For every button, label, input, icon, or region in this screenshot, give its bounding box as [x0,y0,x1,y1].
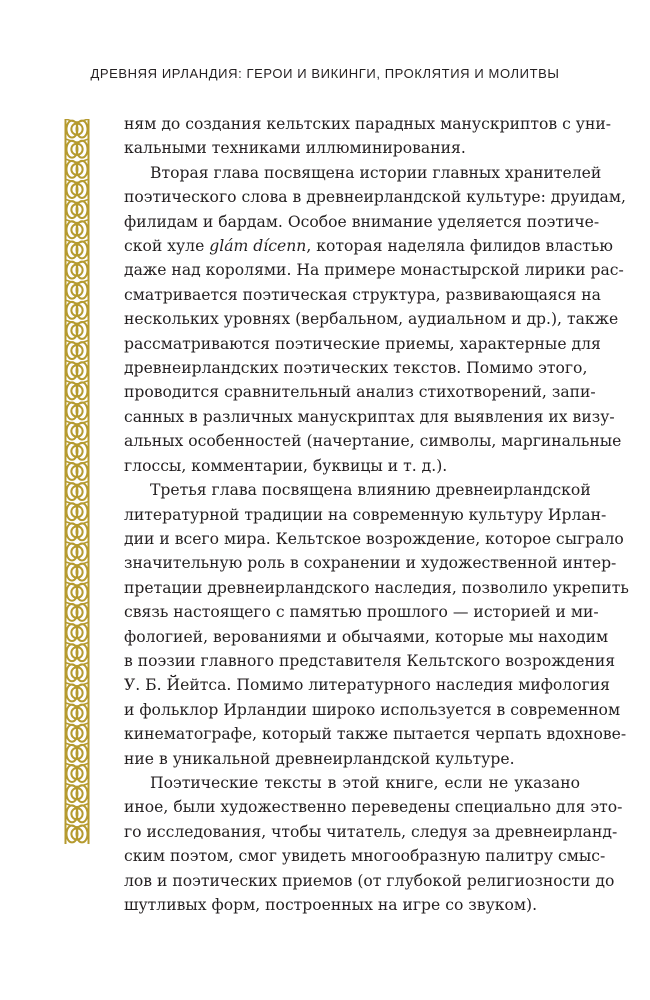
knot-motif [66,784,88,803]
body-text [124,112,629,917]
text-line: дии и всего мира. Кельтское возрождение, которое сыграло [124,529,624,548]
knot-motif [66,179,88,198]
knot-motif [66,159,88,178]
text-fragment: ской хуле [124,237,210,256]
text-fragment: , которая наделяла филидов властью [306,237,613,256]
text-line: кинематографе, который также пытается черпать вдохнове- [124,725,627,744]
knot-motif [66,582,88,601]
knot-motif [66,381,88,400]
text-line: Поэтические тексты в этой книге, если не указано [150,773,580,792]
knot-motif [66,200,88,219]
text-line: нескольких уровнях (вербальном, аудиальном и др.), также [124,310,619,329]
text-line: древнеирландских поэтических текстов. Помимо этого, [124,359,588,378]
paragraph-1 [124,112,612,161]
text-line: поэтического слова в древнеирландской культуре: друидам, [124,188,626,207]
text-line [124,234,613,258]
knot-motif [66,300,88,319]
knot-motif [66,643,88,662]
text-line: значительную роль в сохранении и художественной интер- [124,554,617,573]
knot-motif [66,401,88,420]
knot-motif [66,542,88,561]
text-line: проводится сравнительный анализ стихотворений, запи- [124,383,596,402]
text-line: даже над королями. На примере монастырской лирики рас- [124,261,624,280]
knot-motif [66,139,88,158]
knot-motif [66,320,88,339]
text-line: связь настоящего с памятью прошлого — историей и ми- [124,603,599,622]
text-line: фологией, верованиями и обычаями, которые мы находим [124,627,609,646]
knot-motif [66,280,88,299]
knot-motif [66,119,88,138]
knot-motif [66,723,88,742]
celtic-knot-border-icon [64,119,90,844]
text-line: Третья глава посвящена влиянию древнеирландской [150,481,591,500]
text-line: ням до создания кельтских парадных манускриптов с уни- [124,115,612,133]
text-line: санных в различных манускриптах для выявления их визу- [124,407,615,426]
text-line: иное, были художественно переведены специально для это- [124,798,623,817]
text-line: литературной традиции на современную культуру Ирлан- [124,505,607,524]
knot-motif [66,683,88,702]
irish-term: glám dícenn [209,237,307,256]
text-line: сматривается поэтическая структура, развивающаяся на [124,285,601,304]
knot-motif [66,441,88,460]
knot-motif [66,663,88,682]
knot-motif [66,461,88,480]
knot-motif [66,421,88,440]
text-line: претации древнеирландского наследия, позволило укрепить [124,578,629,597]
knot-motif [66,743,88,762]
paragraph-4 [124,771,623,917]
text-line: лов и поэтических приемов (от глубокой религиозности до [124,871,615,890]
text-line: Вторая глава посвящена истории главных хранителей [150,163,602,182]
text-line: в поэзии главного представителя Кельтского возрождения [124,651,616,670]
text-line: го исследования, чтобы читатель, следуя за древнеирланд- [124,822,618,841]
text-line: и фольклор Ирландии широко используется в современном [124,700,621,719]
text-line: У. Б. Йейтса. Помимо литературного наследия мифология [124,676,611,695]
knot-motif [66,502,88,521]
text-line: филидам и бардам. Особое внимание уделяется поэтиче- [124,212,600,231]
text-line: шутливых форм, построенных на игре со звуком). [124,896,538,914]
text-line: глоссы, комментарии, буквицы и т. д.). [124,456,448,475]
text-line: ние в уникальной древнеирландской культуре. [124,749,515,768]
knot-motif [66,824,88,843]
knot-motif [66,622,88,641]
paragraph-2 [124,161,626,478]
knot-motif [66,240,88,259]
paragraph-3 [124,478,629,771]
running-head: ДРЕВНЯЯ ИРЛАНДИЯ: ГЕРОИ И ВИКИНГИ, ПРОКЛЯТИЯ И МОЛИТВЫ [90,66,560,81]
knot-motif [66,602,88,621]
text-line: альных особенностей (начертание, символы, маргинальные [124,432,622,451]
knot-motif [66,341,88,360]
knot-motif [66,482,88,501]
knot-motif [66,220,88,239]
text-line: кальными техниками иллюминирования. [124,139,466,158]
text-line: ским поэтом, смог увидеть многообразную палитру смыс- [124,847,606,866]
knot-motif [66,522,88,541]
text-line: рассматриваются поэтические приемы, характерные для [124,334,601,353]
knot-motif [66,361,88,380]
knot-motif [66,703,88,722]
knot-motif [66,562,88,581]
knot-motif [66,804,88,823]
knot-motif [66,260,88,279]
knot-motif [66,763,88,782]
